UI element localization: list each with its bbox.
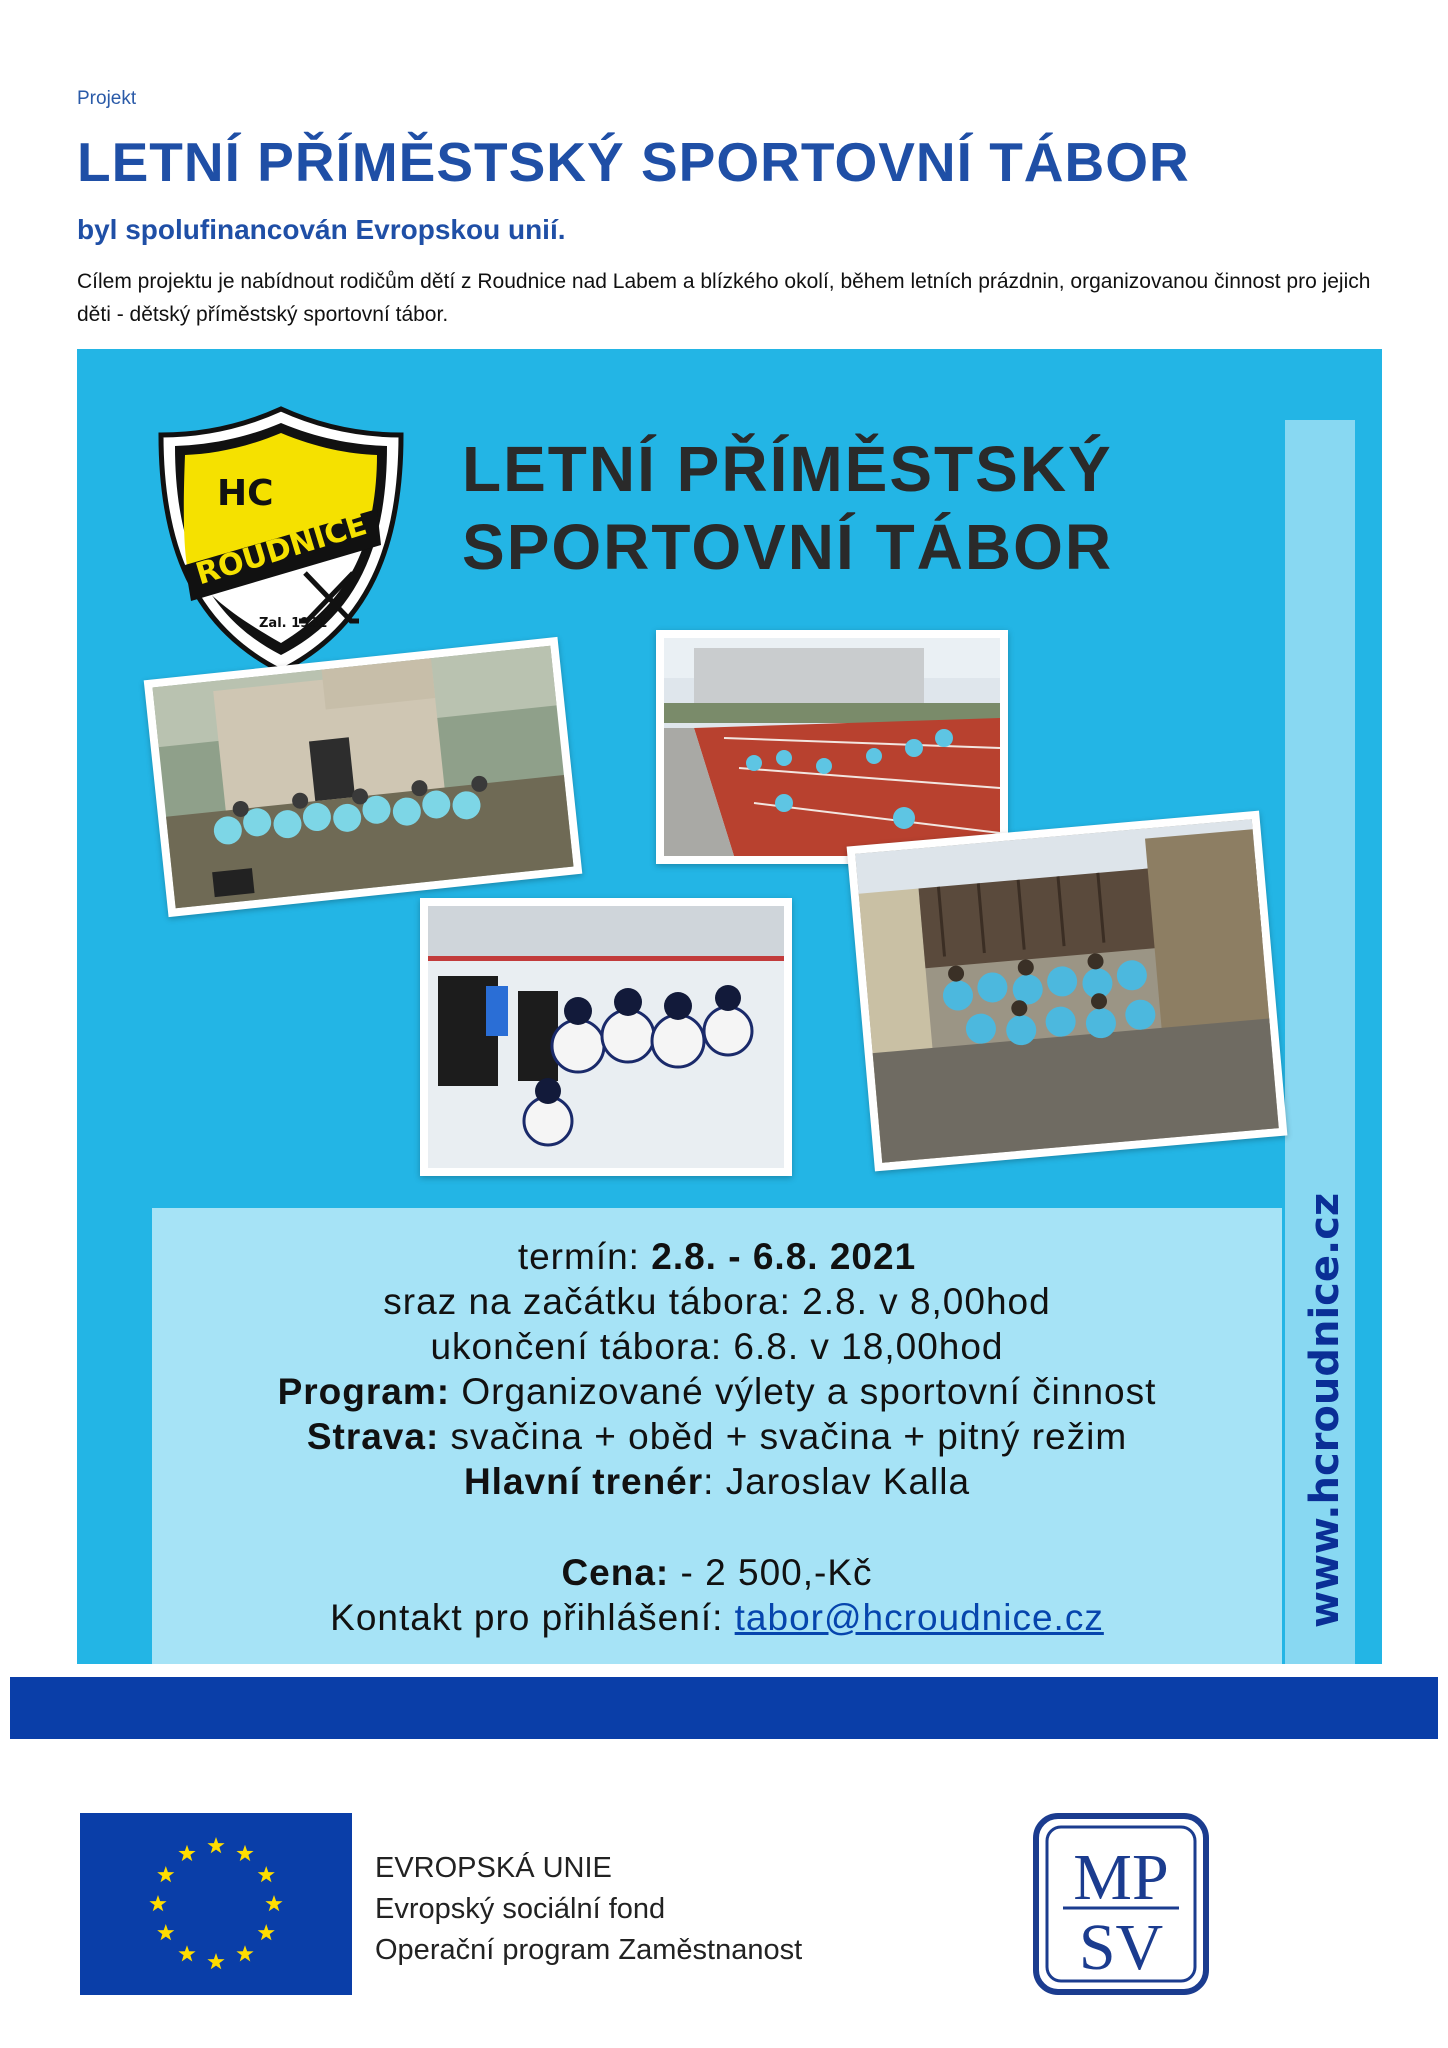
cofinanced-text: byl spolufinancován Evropskou unií. (77, 214, 566, 245)
contact-email-link[interactable]: tabor@hcroudnice.cz (734, 1597, 1104, 1638)
photo-group-at-stone-wall (847, 811, 1288, 1172)
poster-title (462, 430, 1113, 586)
poster-title-line2: SPORTOVNÍ TÁBOR (462, 511, 1114, 583)
project-label: Projekt (77, 88, 137, 109)
svg-text:www.hcroudnice.cz: www.hcroudnice.cz (1302, 1192, 1348, 1628)
info-block (152, 1208, 1282, 1664)
term-line: termín: 2.8. - 6.8. 2021 (517, 1236, 917, 1277)
poster-title-line1: LETNÍ PŘÍMĚSTSKÝ (462, 433, 1113, 505)
end-line: ukončení tábora: 6.8. v 18,00hod (430, 1326, 1004, 1367)
photo-ice-hockey (420, 898, 792, 1176)
mpsv-top-text: MP (1073, 1841, 1169, 1914)
price-line: Cena: - 2 500,-Kč (561, 1552, 873, 1593)
coach-line: Hlavní trenér: Jaroslav Kalla (463, 1461, 971, 1502)
logo-founded-text: Zal. 1931 (259, 616, 328, 631)
logo-hc-text: HC (217, 473, 274, 514)
photo-athletic-track (656, 630, 1008, 864)
program-line: Program: Organizované výlety a sportovní činnost (277, 1371, 1157, 1412)
eu-line-3: Operační program Zaměstnanost (375, 1934, 803, 1966)
eu-flag-icon (80, 1813, 352, 1995)
contact-line: Kontakt pro přihlášení: tabor@hcroudnice.cz (330, 1597, 1104, 1638)
footer-blue-bar (10, 1677, 1438, 1739)
eu-line-2: Evropský sociální fond (375, 1893, 666, 1925)
vertical-website-url[interactable] (1302, 1190, 1348, 1630)
photo-group-at-chapel (144, 637, 583, 917)
logo-band-text: ROUDNICE (191, 507, 371, 593)
project-description: Cílem projektu je nabídnout rodičům dětí z Roudnice nad Labem a blízkého okolí, během letních prázdnin, organizovanou činnost pro jejich děti - dětský příměstský sportovní tábor. (77, 270, 1371, 326)
mpsv-bottom-text: SV (1078, 1911, 1164, 1984)
mpsv-logo (1033, 1813, 1209, 1995)
project-title: LETNÍ PŘÍMĚSTSKÝ SPORTOVNÍ TÁBOR (77, 131, 1190, 193)
food-line: Strava: svačina + oběd + svačina + pitný režim (306, 1416, 1128, 1457)
start-line: sraz na začátku tábora: 2.8. v 8,00hod (383, 1281, 1051, 1322)
eu-line-1: EVROPSKÁ UNIE (375, 1852, 612, 1884)
hc-roudnice-logo (155, 405, 407, 675)
eu-funding-text (375, 1848, 802, 1971)
